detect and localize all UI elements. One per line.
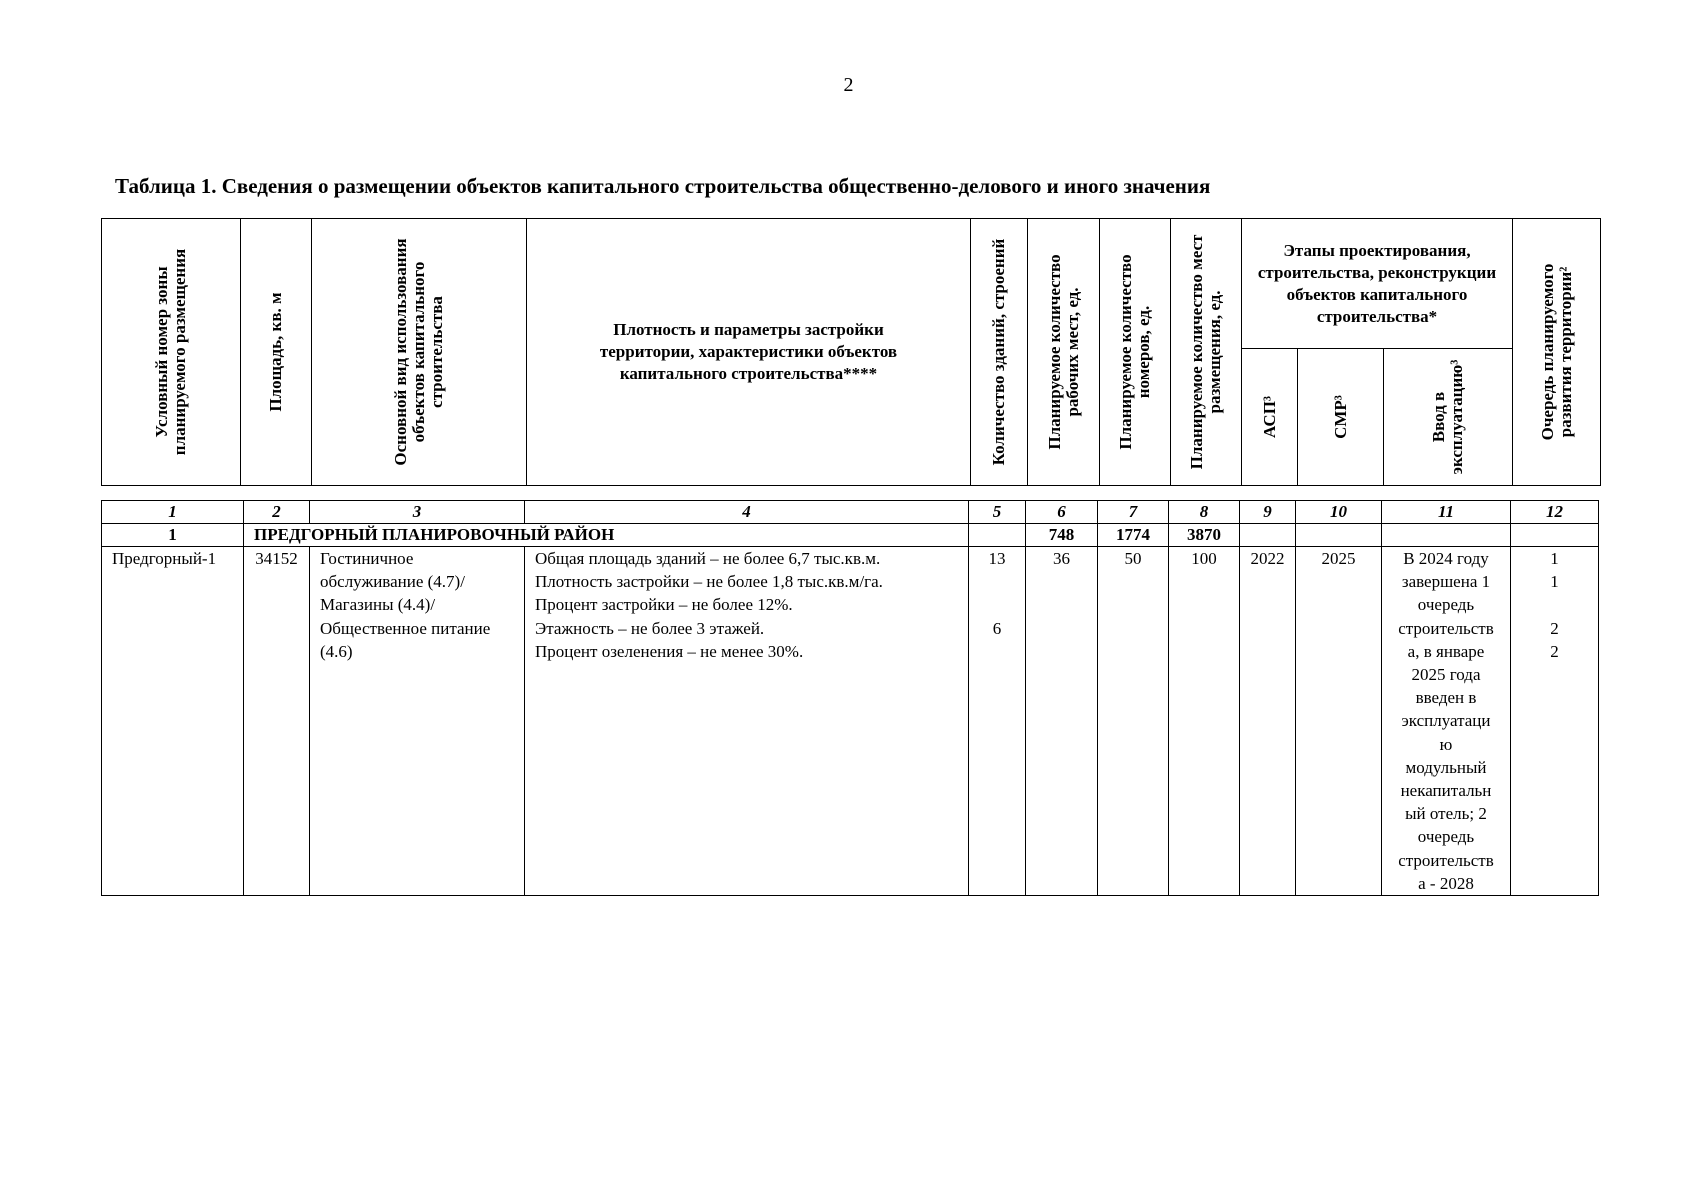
column-number: 3 (310, 501, 525, 524)
header-stage-queue: Очередь планируемого развития территории² (1513, 219, 1601, 486)
district-rooms: 1774 (1098, 524, 1169, 547)
column-number: 5 (969, 501, 1026, 524)
zone-params: Общая площадь зданий – не более 6,7 тыс.кв.м. Плотность застройки – не более 1,8 тыс.кв.м/га. Процент застройки – не более 12%. Этажность – не более 3 этажей. Процент озеленения – не менее 30%. (525, 547, 969, 896)
table-row (102, 547, 1599, 896)
header-jobs: Планируемое количество рабочих мест, ед. (1028, 219, 1100, 486)
column-number: 7 (1098, 501, 1169, 524)
zone-number: Предгорный-1 (102, 547, 244, 896)
district-places: 3870 (1169, 524, 1240, 547)
column-number: 11 (1382, 501, 1511, 524)
column-number-row (102, 501, 1599, 524)
table-title: Таблица 1. Сведения о размещении объектов капитального строительства общественно-делового и иного значения (115, 174, 1211, 198)
column-number: 8 (1169, 501, 1240, 524)
district-stage (1511, 524, 1599, 547)
column-number: 10 (1296, 501, 1382, 524)
column-number: 6 (1026, 501, 1098, 524)
zone-places: 100 (1169, 547, 1240, 896)
column-number: 1 (102, 501, 244, 524)
header-use-type: Основной вид использования объектов капитального строительства (312, 219, 527, 486)
zone-commissioning: В 2024 году завершена 1 очередь строительств а, в январе 2025 года введен в эксплуатаци ю модульный некапитальн ый отель; 2 очередь строительств а - 2028 (1382, 547, 1511, 896)
district-number: 1 (102, 524, 244, 547)
zone-jobs: 36 (1026, 547, 1098, 896)
header-smr: СМР³ (1298, 349, 1384, 486)
header-table (101, 218, 1601, 486)
district-name: ПРЕДГОРНЫЙ ПЛАНИРОВОЧНЫЙ РАЙОН (244, 524, 969, 547)
zone-rooms: 50 (1098, 547, 1169, 896)
district-commissioning (1382, 524, 1511, 547)
page-number: 2 (843, 74, 854, 96)
column-number: 4 (525, 501, 969, 524)
header-zone-number: Условный номер зоны планируемого размещения (102, 219, 241, 486)
zone-asp: 2022 (1240, 547, 1296, 896)
header-params: Плотность и параметры застройки территории, характеристики объектов капитального строительства**** (527, 219, 971, 486)
header-buildings: Количество зданий, строений (971, 219, 1028, 486)
zone-buildings: 13 6 (969, 547, 1026, 896)
zone-use-type: Гостиничное обслуживание (4.7)/ Магазины (4.4)/ Общественное питание (4.6) (310, 547, 525, 896)
district-smr (1296, 524, 1382, 547)
district-asp (1240, 524, 1296, 547)
zone-smr: 2025 (1296, 547, 1382, 896)
column-number: 9 (1240, 501, 1296, 524)
header-area: Площадь, кв. м (241, 219, 312, 486)
header-stages: Этапы проектирования, строительства, реконструкции объектов капитального строительства* (1242, 219, 1513, 349)
district-row (102, 524, 1599, 547)
zone-stage-queue: 1 1 2 2 (1511, 547, 1599, 896)
data-table (101, 500, 1599, 896)
column-number: 12 (1511, 501, 1599, 524)
header-asp: АСП³ (1242, 349, 1298, 486)
header-places: Планируемое количество мест размещения, ед. (1171, 219, 1242, 486)
zone-area: 34152 (244, 547, 310, 896)
header-rooms: Планируемое количество номеров, ед. (1100, 219, 1171, 486)
header-commissioning: Ввод в эксплуатацию³ (1384, 349, 1513, 486)
district-jobs: 748 (1026, 524, 1098, 547)
district-buildings (969, 524, 1026, 547)
column-number: 2 (244, 501, 310, 524)
